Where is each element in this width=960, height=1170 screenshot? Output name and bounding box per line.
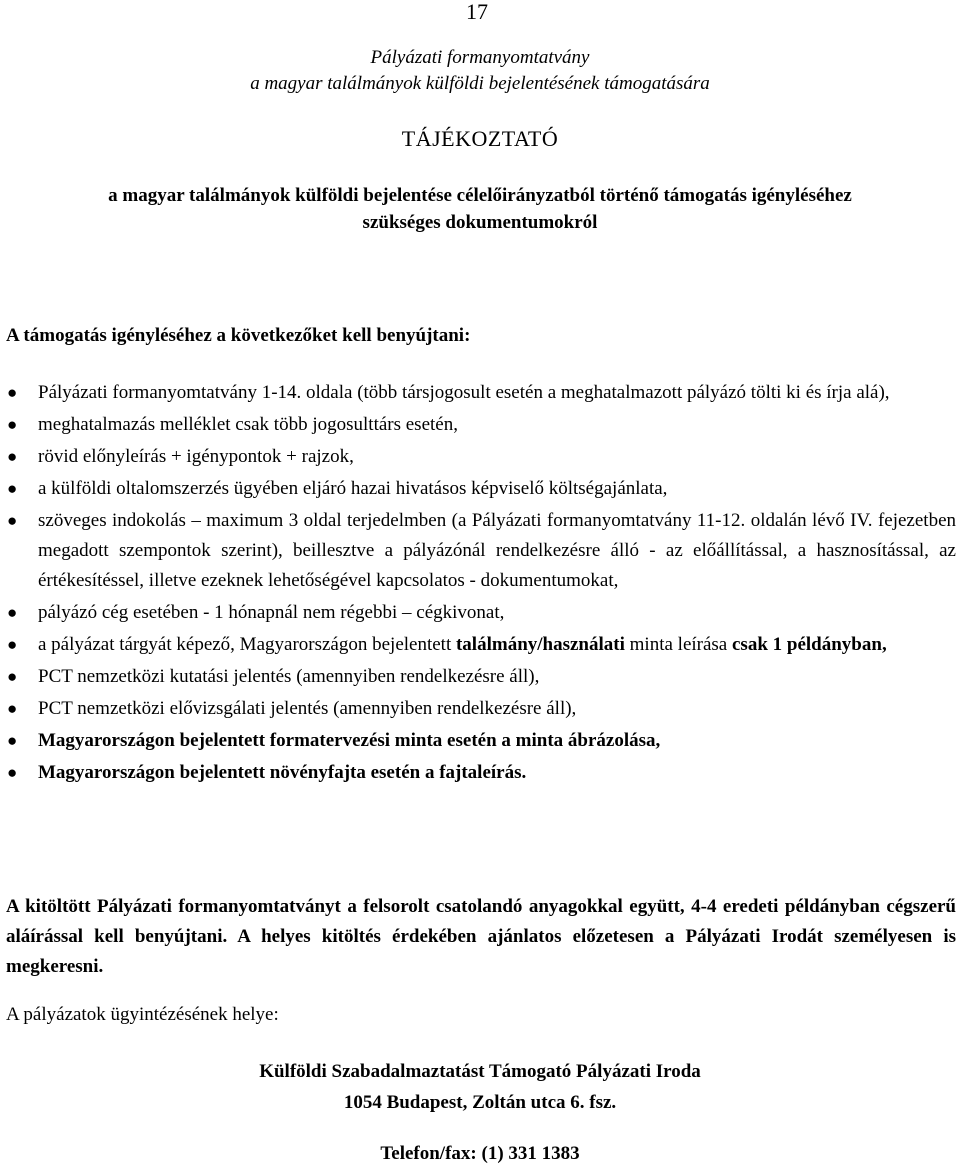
bullet-icon: ● bbox=[7, 667, 18, 686]
subtitle-line-1: a magyar találmányok külföldi bejelentése célelőirányzatból történő támogatás igényléséhez bbox=[108, 185, 852, 206]
bullet-icon: ● bbox=[7, 511, 18, 530]
list-item bbox=[0, 506, 960, 596]
bullet-icon: ● bbox=[7, 635, 18, 654]
list-item-text: Magyarországon bejelentett formatervezési minta esetén a minta ábrázolása, bbox=[38, 730, 661, 751]
office-address: 1054 Budapest, Zoltán utca 6. fsz. bbox=[343, 1092, 617, 1113]
list-item-text: Pályázati formanyomtatvány 1-14. oldala (több társjogosult esetén a meghatalmazott pályázó tölti ki és írja alá), bbox=[38, 382, 890, 403]
bullet-icon: ● bbox=[7, 479, 18, 498]
bullet-icon: ● bbox=[7, 415, 18, 434]
list-item-text: a külföldi oltalomszerzés ügyében eljáró hazai hivatásos képviselő költségajánlata, bbox=[38, 478, 668, 499]
list-item-text: a pályázat tárgyát képező, Magyarországon bejelentett bbox=[38, 634, 456, 655]
list-item bbox=[0, 378, 960, 408]
list-item bbox=[0, 598, 960, 628]
requirements-list bbox=[0, 378, 960, 790]
bullet-icon: ● bbox=[7, 447, 18, 466]
list-item-text: pályázó cég esetében - 1 hónapnál nem régebbi – cégkivonat, bbox=[38, 602, 505, 623]
list-item-text: találmány/használati bbox=[455, 634, 625, 655]
list-item-text: meghatalmazás melléklet csak több jogosulttárs esetén, bbox=[38, 414, 458, 435]
bullet-icon: ● bbox=[7, 731, 18, 750]
document-title: TÁJÉKOZTATÓ bbox=[401, 126, 559, 151]
list-item bbox=[0, 442, 960, 472]
bullet-icon: ● bbox=[7, 699, 18, 718]
form-header-line-2: a magyar találmányok külföldi bejelentésének támogatására bbox=[250, 73, 710, 94]
list-item bbox=[0, 758, 960, 788]
page-number: 17 bbox=[466, 0, 488, 24]
bullet-icon: ● bbox=[7, 763, 18, 782]
list-item bbox=[0, 410, 960, 440]
submission-notice: A kitöltött Pályázati formanyomtatványt a felsorolt csatolandó anyagokkal együtt, 4-4 eredeti példányban cégszerű aláírással kell benyújtani. A helyes kitöltés érdekében ajánlatos előzetesen a Pályázati Irodát személyesen is megkeresni. bbox=[6, 896, 956, 977]
list-item bbox=[0, 726, 960, 756]
list-item-text: szöveges indokolás – maximum 3 oldal terjedelmben (a Pályázati formanyomtatvány 11-12. oldalán lévő IV. fejezetben megadott szempontok szerint), beillesztve a pályázónál rendelkezésre álló - az előállítással, a hasznosítással, az értékesítéssel, illetve ezeknek lehetőségével kapcsolatos - dokumentumokat, bbox=[38, 510, 956, 591]
list-item bbox=[0, 474, 960, 504]
list-item-text: PCT nemzetközi kutatási jelentés (amennyiben rendelkezésre áll), bbox=[38, 666, 540, 687]
office-name: Külföldi Szabadalmaztatást Támogató Pályázati Iroda bbox=[259, 1061, 701, 1082]
list-item-text: csak 1 példányban, bbox=[732, 634, 887, 655]
list-item-text: minta leírása bbox=[624, 634, 732, 655]
office-phone: Telefon/fax: (1) 331 1383 bbox=[380, 1143, 580, 1164]
office-label: A pályázatok ügyintézésének helye: bbox=[6, 1004, 279, 1025]
subtitle-line-2: szükséges dokumentumokról bbox=[362, 212, 598, 233]
intro-heading: A támogatás igényléséhez a következőket kell benyújtani: bbox=[6, 325, 471, 346]
list-item-text: rövid előnyleírás + igénypontok + rajzok, bbox=[38, 446, 354, 467]
list-item-text: PCT nemzetközi elővizsgálati jelentés (amennyiben rendelkezésre áll), bbox=[38, 698, 577, 719]
list-item-text: Magyarországon bejelentett növényfajta esetén a fajtaleírás. bbox=[38, 762, 527, 783]
list-item bbox=[0, 694, 960, 724]
bullet-icon: ● bbox=[7, 383, 18, 402]
list-item bbox=[0, 630, 960, 660]
bullet-icon: ● bbox=[7, 603, 18, 622]
list-item bbox=[0, 662, 960, 692]
form-header-line-1: Pályázati formanyomtatvány bbox=[370, 47, 590, 68]
